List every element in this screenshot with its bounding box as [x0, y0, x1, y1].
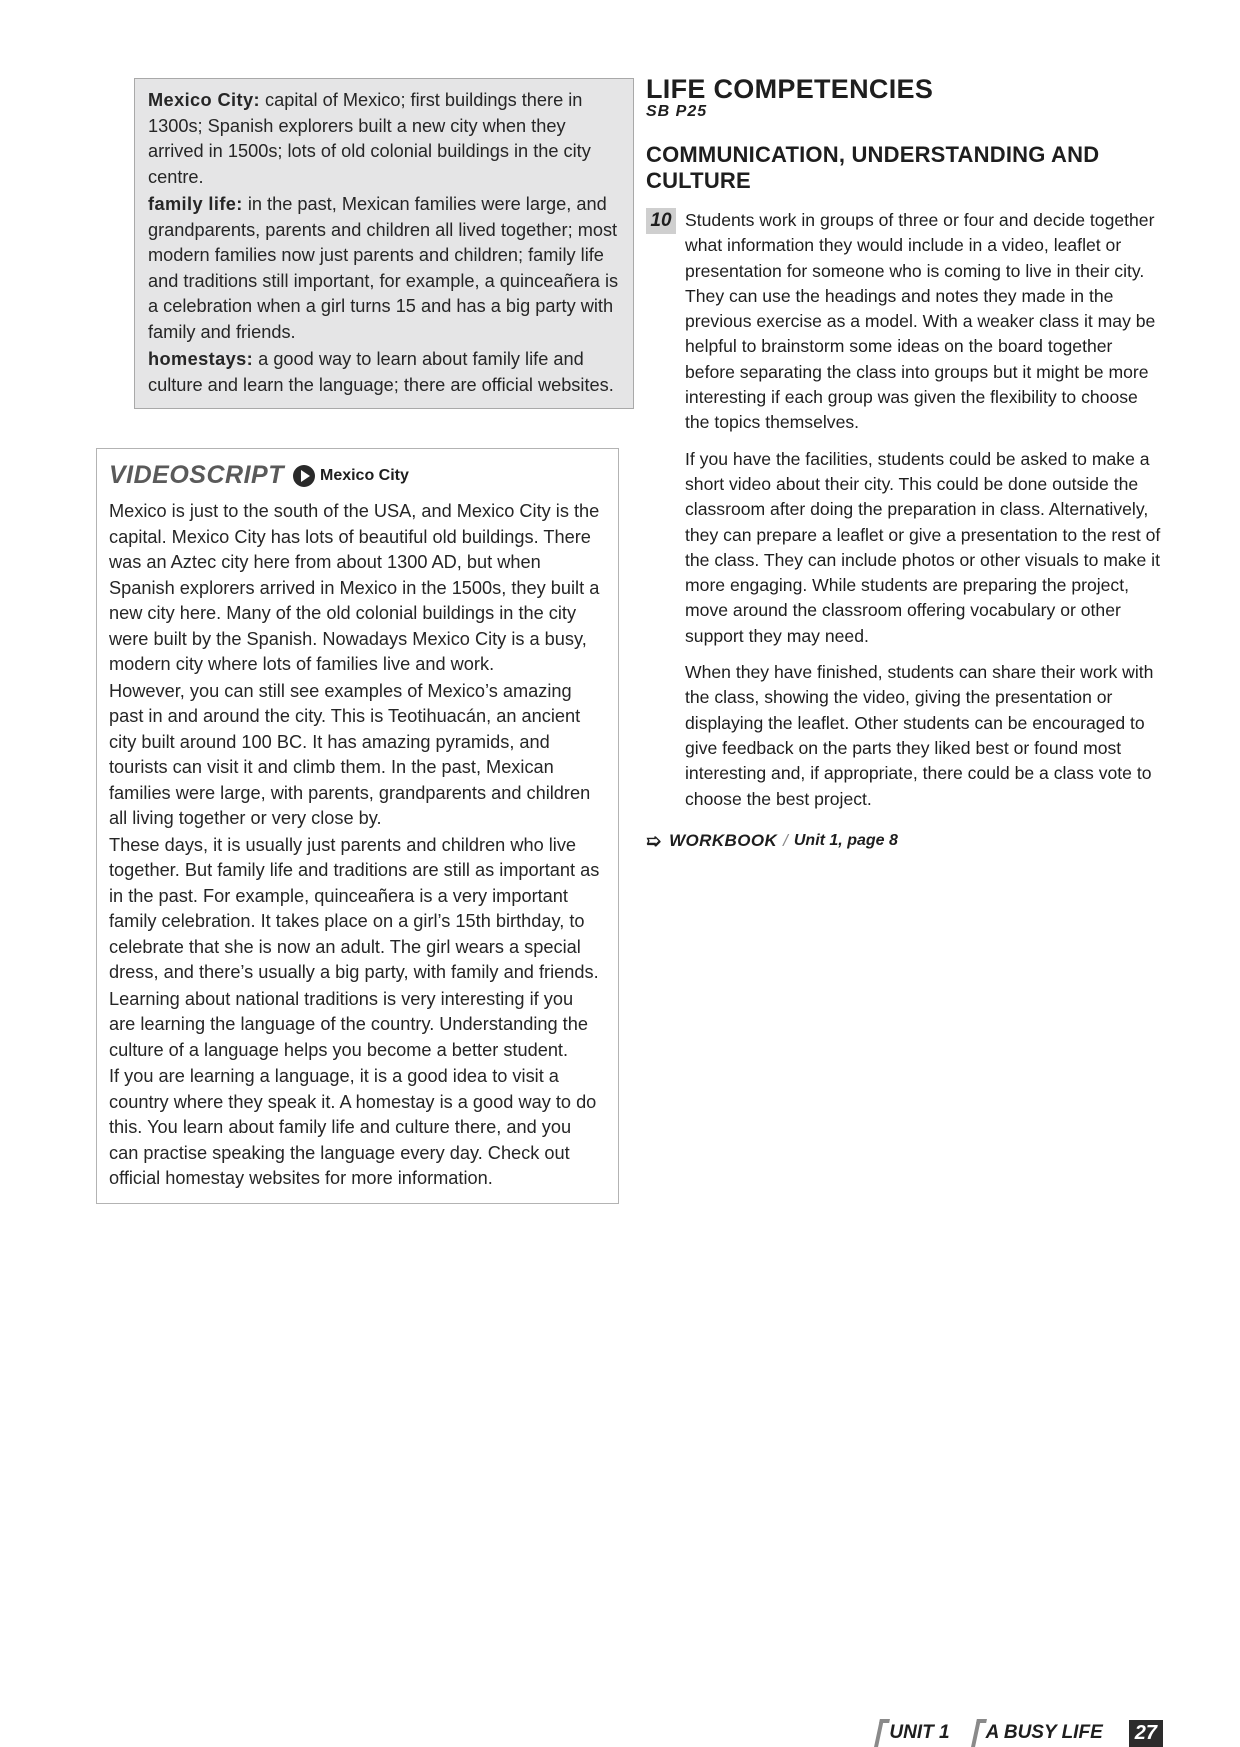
- footer-unit-title-label: A BUSY LIFE: [985, 1722, 1103, 1743]
- note-homestays: homestays: a good way to learn about family life and culture and learn the language; there are official websites.: [148, 349, 614, 395]
- page-footer: [853, 1719, 1163, 1747]
- videoscript-paragraph: Mexico is just to the south of the USA, and Mexico City is the capital. Mexico City has lots of beautiful old buildings. There was an Aztec city here from about 1300 AD, but when Spanish explorers arrived in Mexico in the 1500s, they built a new city here. Many of the old colonial buildings in the city were built by the Spanish. Nowadays Mexico City is a busy, modern city where lots of families live and work.: [109, 501, 600, 674]
- videoscript-box: [96, 448, 619, 1204]
- culture-notes-box: [134, 78, 634, 409]
- workbook-page: Unit 1, page 8: [793, 832, 898, 850]
- footer-unit-label: UNIT 1: [889, 1722, 950, 1743]
- page-number: 27: [1129, 1720, 1163, 1747]
- workbook-label: WORKBOOK: [669, 831, 778, 851]
- videoscript-title: VIDEOSCRIPT: [109, 461, 284, 490]
- videoscript-paragraph: If you are learning a language, it is a good idea to visit a country where they speak it. A homestay is a good way to do this. You learn about family life and culture there, and you can practise speaking the language every day. Check out official homestay websites for more information.: [109, 1066, 597, 1188]
- footer-unit: [877, 1719, 949, 1747]
- videoscript-paragraph: However, you can still see examples of Mexico’s amazing past in and around the city. This is Teotihuacán, an ancient city built around 100 BC. It has amazing pyramids, and tourists can visit it and climb them. In the past, Mexican families were large, with parents, grandparents and children all living together or very close by.: [109, 680, 591, 828]
- workbook-reference: [646, 831, 1166, 852]
- exercise-paragraph: When they have finished, students can share their work with the class, showing the video, giving the presentation or displaying the leaflet. Other students can be encouraged to give feedback on the parts they liked best or found most interesting and, if appropriate, there could be a class vote to choose the best project.: [685, 662, 1154, 809]
- footer-unit-title: [974, 1719, 1103, 1747]
- note-family-life: family life: in the past, Mexican families were large, and grandparents, parents and children all lived together; most modern families now just parents and children; family life and traditions still important, for example, a quinceañera is a celebration when a girl turns 15 and has a big party with family and friends.: [148, 194, 619, 342]
- section-subtitle: COMMUNICATION, UNDERSTANDING AND CULTURE: [646, 142, 1100, 193]
- videoscript-paragraph: These days, it is usually just parents and children who live together. But family life and traditions are still as important as in the past. For example, quinceañera is a very important family celebration. It takes place on a girl’s 15th birthday, to celebrate that she is now an adult. The girl wears a special dress, and there’s usually a big party, with family and friends.: [109, 834, 600, 982]
- arrow-right-icon: ➯: [646, 830, 662, 851]
- videoscript-header: [109, 457, 604, 495]
- section-reference: SB P25: [646, 103, 708, 120]
- footer-bracket-icon: [971, 1719, 981, 1747]
- exercise-10: [646, 208, 1166, 823]
- note-mexico-city: Mexico City: capital of Mexico; first buildings there in 1300s; Spanish explorers built a new city when they arrived in 1500s; lots of old colonial buildings in the city centre.: [148, 90, 591, 187]
- exercise-body: [685, 208, 1166, 823]
- exercise-number: 10: [646, 208, 676, 234]
- videoscript-subtitle: Mexico City: [319, 467, 409, 485]
- exercise-paragraph: If you have the facilities, students could be asked to make a short video about their city. This could be done outside the classroom after doing the preparation in class. Alternatively, they can prepare a leaflet or give a presentation to the rest of the class. They can include photos or other visuals to make it more engaging. While students are preparing the project, move around the classroom offering vocabulary or other support they may need.: [685, 448, 1161, 646]
- workbook-separator: /: [783, 831, 788, 851]
- exercise-paragraph: Students work in groups of three or four and decide together what information they would include in a video, leaflet or presentation for someone who is coming to live in their city. They can use the headings and notes they made in the previous exercise as a model. With a weaker class it may be helpful to brainstorm some ideas on the board together before separating the class into groups but it might be more interesting if each group was given the flexibility to choose the topics themselves.: [685, 210, 1156, 433]
- section-title: LIFE COMPETENCIES: [646, 74, 934, 104]
- footer-bracket-icon: [874, 1719, 884, 1747]
- play-icon: [293, 465, 315, 487]
- life-competencies-section: [646, 74, 1166, 852]
- videoscript-paragraph: Learning about national traditions is very interesting if you are learning the language of the country. Understanding the culture of a language helps you become a better student.: [109, 988, 588, 1060]
